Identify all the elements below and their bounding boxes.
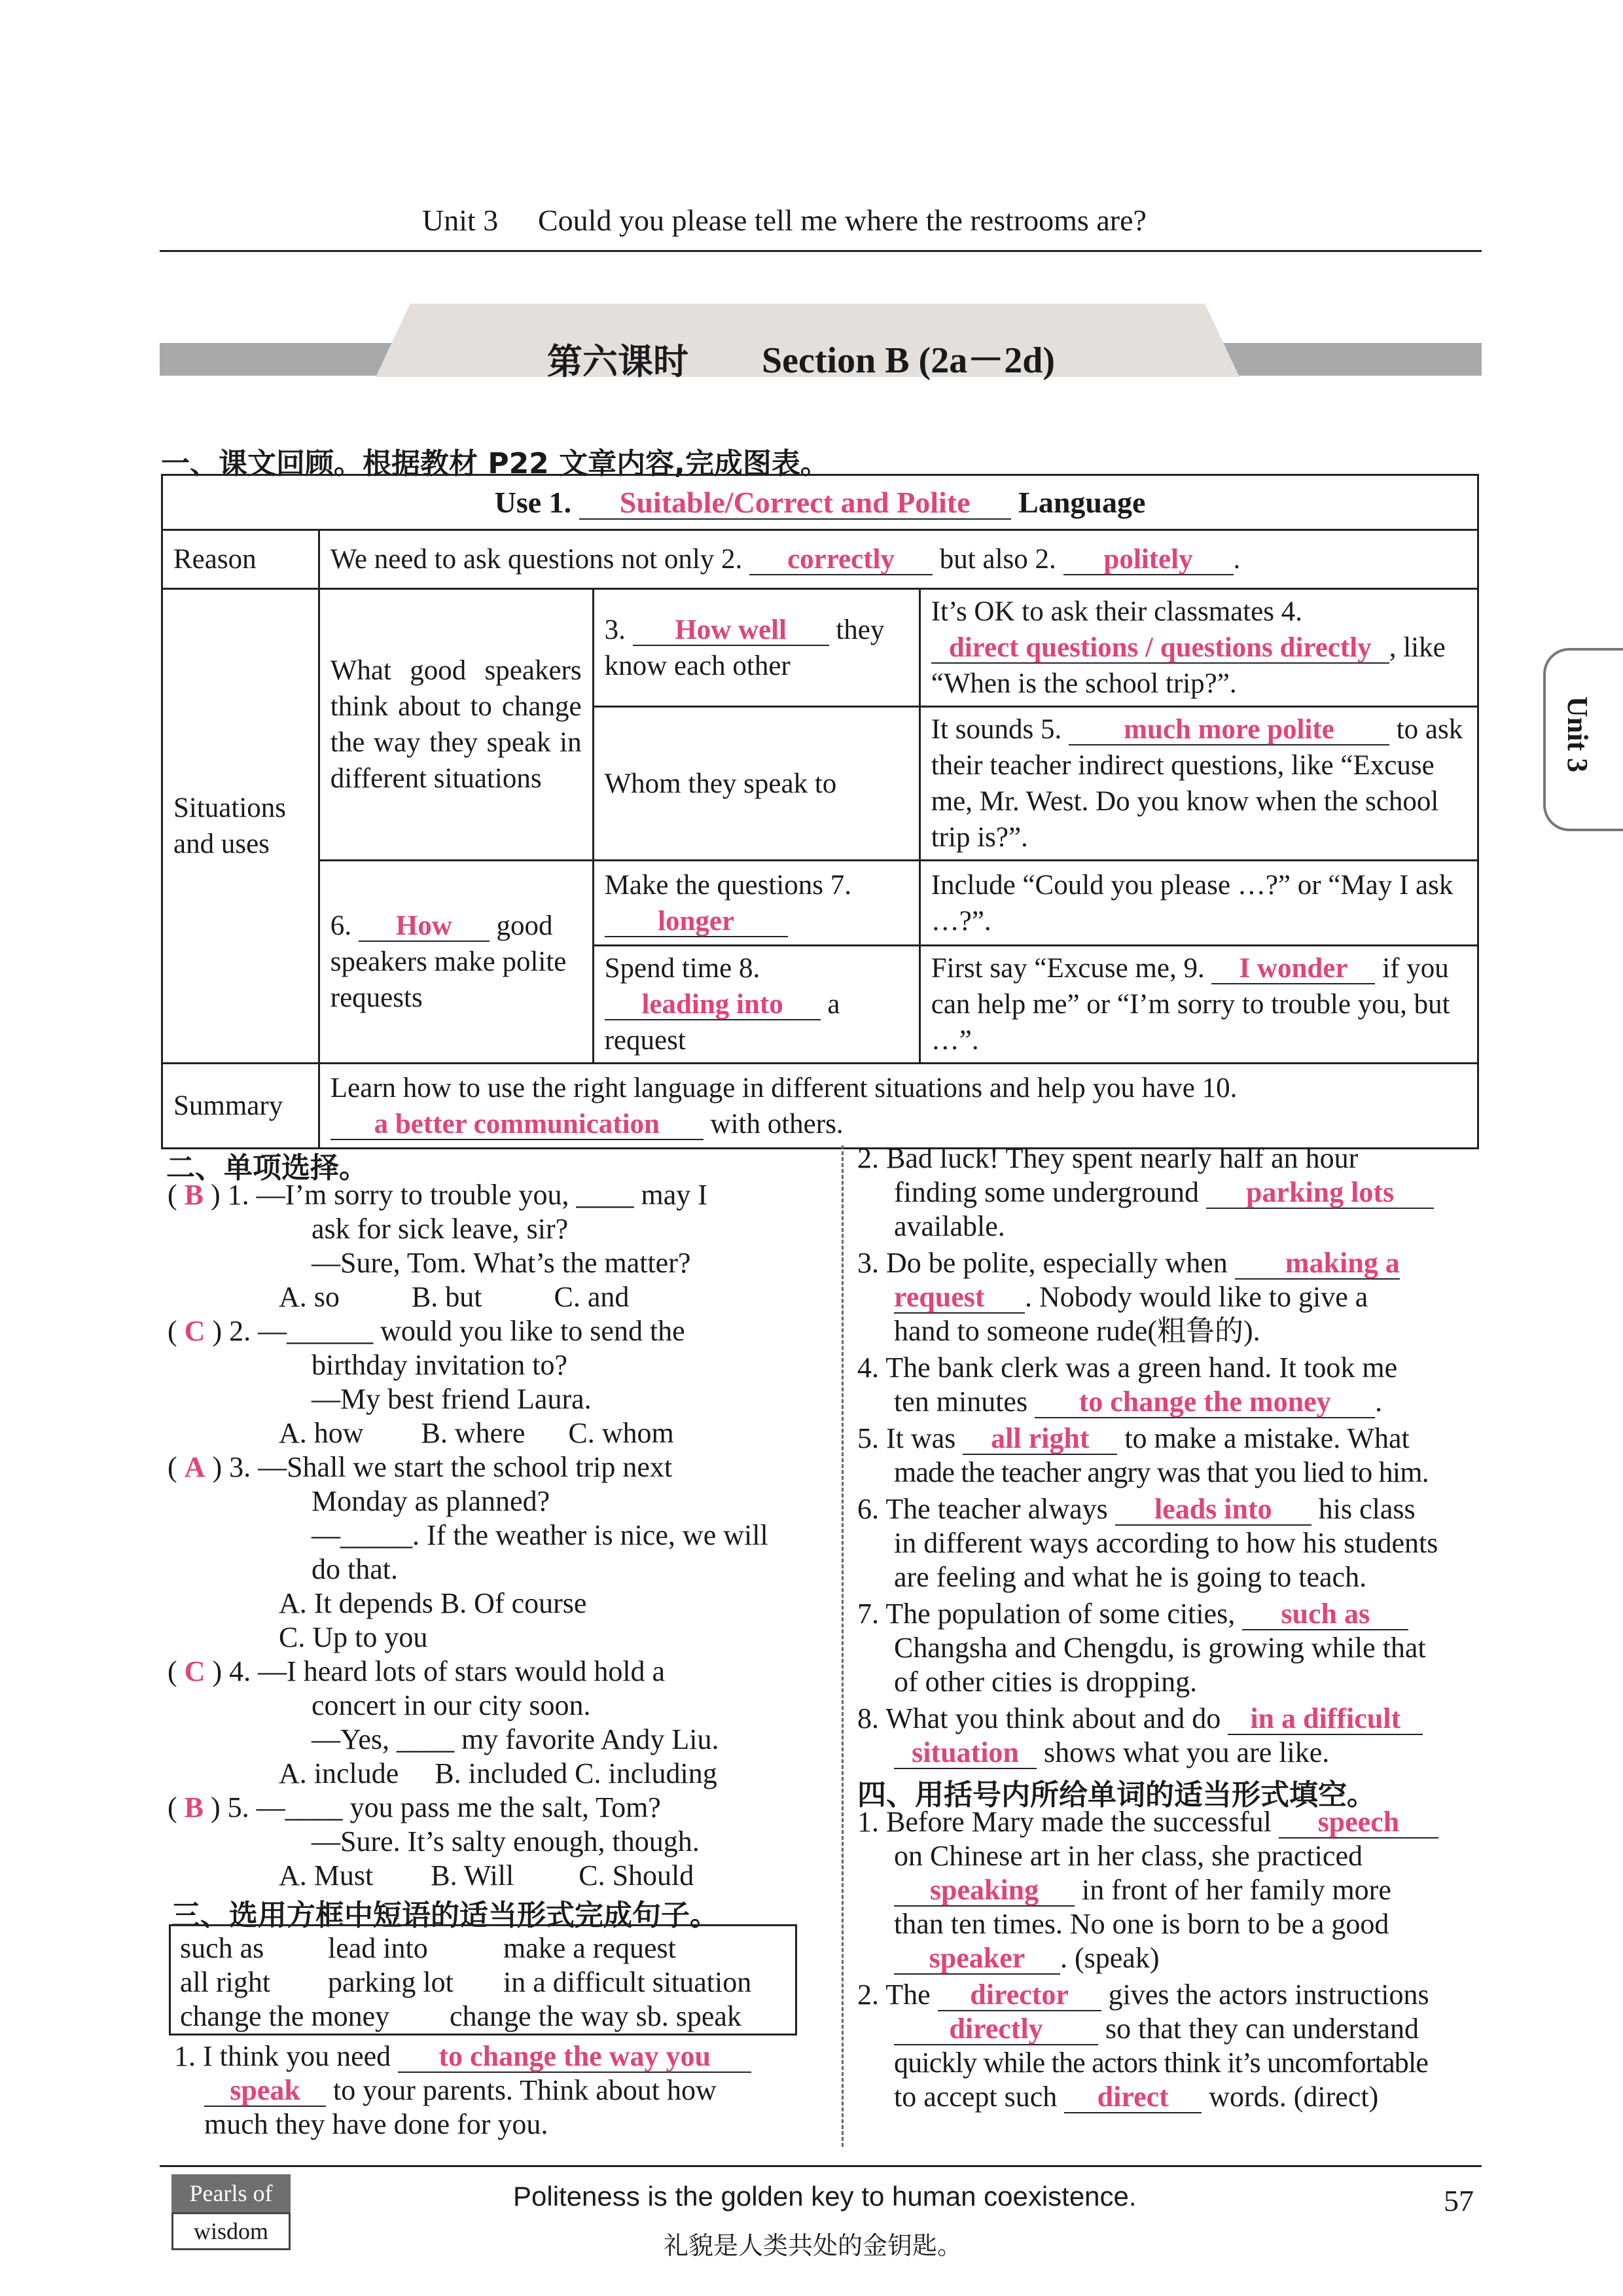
part4-heading: 四、用括号内所给单词的适当形式填空。 xyxy=(857,1778,1376,1812)
s6-text-4: are feeling and what he is going to teach. xyxy=(894,1561,1367,1593)
s3-text-2: . Nobody would like to give a xyxy=(1025,1281,1368,1313)
p1-text-5: . (speak) xyxy=(1060,1942,1160,1974)
p2-answer-2: directly xyxy=(894,2014,1098,2045)
answer-5: much more polite xyxy=(1069,715,1389,745)
summary-text-1: Learn how to use the right language in different situations and help you have 10. xyxy=(330,1072,1238,1103)
q1-options: A. so B. but C. and xyxy=(279,1281,630,1313)
c6-post: good speakers make polite requests xyxy=(330,910,567,1013)
section-name: Section B (2a－2d) xyxy=(762,340,1055,381)
s2-answer: parking lots xyxy=(1206,1177,1434,1209)
q2-options: A. how B. where C. whom xyxy=(279,1417,674,1449)
s1-text-3: much they have done for you. xyxy=(204,2108,548,2140)
think-cell: What good speakers think about to change the way they speak in different situations xyxy=(319,589,593,861)
use-suffix: Language xyxy=(1018,486,1146,519)
s8-answer-1: in a difficult xyxy=(1228,1704,1423,1735)
s8-text-2: shows what you are like. xyxy=(1044,1736,1330,1768)
q5-line1: ) 5. —____ you pass me the salt, Tom? xyxy=(211,1791,661,1823)
p2-text-5: to accept such xyxy=(894,2081,1058,2113)
q5-line2: —Sure. It’s salty enough, though. xyxy=(312,1825,700,1857)
unit-title: Could you please tell me where the restrooms are? xyxy=(538,204,1147,237)
quote-chinese: 礼貌是人类共处的金钥匙。 xyxy=(664,2231,963,2260)
s3-answer-2: request xyxy=(894,1282,1025,1314)
s5-text-2: to make a mistake. What xyxy=(1124,1422,1410,1454)
s5-text-1: 5. It was xyxy=(857,1422,956,1454)
q5-options: A. Must B. Will C. Should xyxy=(279,1859,694,1892)
p1-text-1: 1. Before Mary made the successful xyxy=(857,1806,1272,1838)
c8-text: Spend time 8. xyxy=(604,953,760,984)
page-number: 57 xyxy=(1444,2184,1474,2217)
phrase-change-money: change the money xyxy=(180,2000,390,2032)
p2-text-4: quickly while the actors think it’s uncomfortable xyxy=(894,2047,1429,2079)
q4-answer: C xyxy=(184,1655,205,1687)
table-title-cell xyxy=(162,475,1478,530)
q1-line3: —Sure, Tom. What’s the matter? xyxy=(312,1247,691,1279)
longer-cell xyxy=(593,861,919,946)
unit-side-tab xyxy=(1543,648,1623,831)
c7-text: Make the questions 7. xyxy=(604,869,851,901)
summary-cell xyxy=(319,1064,1478,1149)
c5-text-2: to ask their teacher indirect questions, like “Excuse me, Mr. West. Do you know when the school trip is?”. xyxy=(931,714,1463,853)
phrase-difficult-situation: in a difficult situation xyxy=(503,1966,752,1998)
q3-options-2: C. Up to you xyxy=(279,1621,428,1653)
reason-text-2: but also 2. xyxy=(939,544,1056,575)
p2-text-2: gives the actors instructions xyxy=(1108,1979,1429,2011)
s8-answer-2: situation xyxy=(894,1738,1037,1769)
c6-pre: 6. xyxy=(330,910,352,941)
c4-text-2: , like “When is the school trip?”. xyxy=(931,632,1446,699)
part1-heading: 一、课文回顾。根据教材 P22 文章内容,完成图表。 xyxy=(161,447,829,480)
p1-answer-1: speech xyxy=(1279,1807,1438,1839)
footer-rule xyxy=(160,2165,1482,2167)
classmates-cell xyxy=(919,589,1478,707)
p1-text-3: in front of her family more xyxy=(1082,1874,1391,1906)
reason-label: Reason xyxy=(162,530,319,589)
q3-answer: A xyxy=(184,1451,205,1483)
reason-text-1: We need to ask questions not only 2. xyxy=(330,544,743,575)
c3-pre: 3. xyxy=(604,614,626,645)
side-tab-label: Unit 3 xyxy=(1561,696,1594,773)
s2-text-3: available. xyxy=(894,1210,1005,1242)
s2-text-1: 2. Bad luck! They spent nearly half an hour xyxy=(857,1142,1359,1174)
q3-line3: —_____. If the weather is nice, we will xyxy=(312,1519,768,1551)
s4-text-2: ten minutes xyxy=(894,1386,1028,1418)
c5-text-1: It sounds 5. xyxy=(931,714,1062,745)
reason-cell: We need to ask questions not only 2. correctly but also 2. politely . xyxy=(319,530,1478,589)
s7-text-2: Changsha and Chengdu, is growing while that xyxy=(894,1632,1426,1664)
p1-text-2: on Chinese art in her class, she practiced xyxy=(894,1840,1363,1872)
q4-line2: concert in our city soon. xyxy=(312,1689,591,1721)
s6-answer: leads into xyxy=(1115,1494,1311,1526)
p2-text-6: words. (direct) xyxy=(1209,2081,1379,2113)
requests-cell xyxy=(319,861,593,1064)
leading-cell xyxy=(593,946,919,1064)
q2-answer: C xyxy=(184,1315,205,1347)
q4-options: A. include B. included C. including xyxy=(279,1757,717,1789)
c3-post: they know each other xyxy=(604,614,885,681)
excuse-cell xyxy=(919,946,1478,1064)
relationship-cell xyxy=(593,589,919,707)
s2-text-2: finding some underground xyxy=(894,1176,1200,1208)
q3-line1: ) 3. —Shall we start the school trip next xyxy=(212,1451,673,1483)
q3-line4: do that. xyxy=(312,1553,398,1585)
q4-line1: ) 4. —I heard lots of stars would hold a xyxy=(212,1655,666,1687)
p2-text-3: so that they can understand xyxy=(1105,2013,1419,2045)
p2-answer-1: director xyxy=(938,1980,1101,2011)
q2-line3: —My best friend Laura. xyxy=(312,1383,592,1415)
phrase-all-right: all right xyxy=(180,1966,271,1998)
phrase-parking-lot: parking lot xyxy=(328,1966,454,1998)
include-cell: Include “Could you please …?” or “May I ask …?”. xyxy=(919,861,1478,946)
s8-text-1: 8. What you think about and do xyxy=(857,1702,1221,1734)
header-rule xyxy=(160,250,1482,252)
q1-answer: B xyxy=(184,1179,204,1211)
answer-6: How xyxy=(359,911,490,942)
s3-text-1: 3. Do be polite, especially when xyxy=(857,1247,1228,1279)
s1-answer-1: to change the way you xyxy=(398,2041,751,2073)
answer-3: How well xyxy=(633,615,829,646)
s5-answer: all right xyxy=(963,1424,1117,1455)
s3-text-3: hand to someone rude(粗鲁的). xyxy=(894,1315,1260,1347)
s7-text-3: of other cities is dropping. xyxy=(894,1666,1198,1698)
s6-text-2: his class xyxy=(1318,1493,1416,1525)
c4-text-1: It’s OK to ask their classmates 4. xyxy=(931,596,1302,627)
quote-english: Politeness is the golden key to human coexistence. xyxy=(513,2181,1137,2212)
p1-answer-3: speaker xyxy=(894,1943,1060,1975)
teacher-cell xyxy=(919,707,1478,861)
section-banner xyxy=(160,295,1482,380)
s3-answer-1: making a xyxy=(1235,1248,1400,1280)
p1-text-4: than ten times. No one is born to be a good xyxy=(894,1908,1389,1940)
p2-text-1: 2. The xyxy=(857,1979,931,2011)
answer-1: Suitable/Correct and Polite xyxy=(579,487,1011,520)
q1-line2: ask for sick leave, sir? xyxy=(312,1213,569,1245)
s7-answer: such as xyxy=(1242,1599,1408,1630)
s4-answer: to change the money xyxy=(1035,1387,1375,1418)
s4-text-1: 4. The bank clerk was a green hand. It took me xyxy=(857,1352,1398,1384)
lesson-label: 第六课时 xyxy=(547,341,688,382)
phrase-make-request: make a request xyxy=(503,1932,676,1964)
s5-text-3: made the teacher angry was that you lied to him. xyxy=(894,1456,1429,1488)
phrase-change-way: change the way sb. speak xyxy=(450,2000,741,2032)
whom-cell: Whom they speak to xyxy=(593,707,919,861)
p1-answer-2: speaking xyxy=(894,1875,1075,1907)
q3-line2: Monday as planned? xyxy=(312,1485,550,1517)
answer-4: direct questions / questions directly xyxy=(931,633,1389,664)
summary-text-2: with others. xyxy=(710,1108,844,1139)
q2-line1: ) 2. —______ would you like to send the xyxy=(212,1315,685,1347)
phrase-lead-into: lead into xyxy=(328,1932,428,1964)
q4-line3: —Yes, ____ my favorite Andy Liu. xyxy=(312,1723,719,1755)
wisdom-label: wisdom xyxy=(171,2212,291,2250)
answer-2: correctly xyxy=(749,545,933,575)
p2-answer-3: direct xyxy=(1064,2082,1202,2113)
situations-label: Situations and uses xyxy=(162,589,319,1064)
pearls-label: Pearls of xyxy=(171,2174,291,2212)
s1-answer-2: speak xyxy=(204,2075,326,2107)
s1-text-1: 1. I think you need xyxy=(174,2040,391,2072)
s6-text-3: in different ways according to how his students xyxy=(894,1527,1438,1559)
answer-10: a better communication xyxy=(330,1109,704,1140)
s6-text-1: 6. The teacher always xyxy=(857,1493,1108,1525)
c8-post: a request xyxy=(604,989,840,1056)
q1-line1: ) 1. —I’m sorry to trouble you, ____ may I xyxy=(211,1179,707,1211)
phrase-such-as: such as xyxy=(180,1932,264,1964)
answer-8: leading into xyxy=(605,990,821,1020)
part2-heading: 二、单项选择。 xyxy=(166,1151,368,1185)
column-divider xyxy=(842,1145,844,2147)
review-table xyxy=(161,474,1479,1149)
unit-label: Unit 3 xyxy=(422,204,499,237)
answer-9: I wonder xyxy=(1211,954,1375,984)
s7-text-1: 7. The population of some cities, xyxy=(857,1598,1236,1630)
c9-text-1: First say “Excuse me, 9. xyxy=(931,953,1205,984)
q5-answer: B xyxy=(184,1791,204,1823)
answer-7: longer xyxy=(605,906,788,937)
s1-text-2: to your parents. Think about how xyxy=(333,2074,717,2106)
answer-2b: politely xyxy=(1063,545,1234,575)
part3-heading: 三、选用方框中短语的适当形式完成句子。 xyxy=(171,1899,719,1932)
c9-text-2: if you can help me” or “I’m sorry to trouble you, but …”. xyxy=(931,953,1450,1056)
phrase-box xyxy=(169,1924,797,2036)
summary-label: Summary xyxy=(162,1064,319,1149)
use-prefix: Use 1. xyxy=(494,486,572,519)
q2-line2: birthday invitation to? xyxy=(312,1349,568,1381)
q3-options-1: A. It depends B. Of course xyxy=(279,1587,587,1619)
s4-text-3: . xyxy=(1375,1386,1383,1418)
